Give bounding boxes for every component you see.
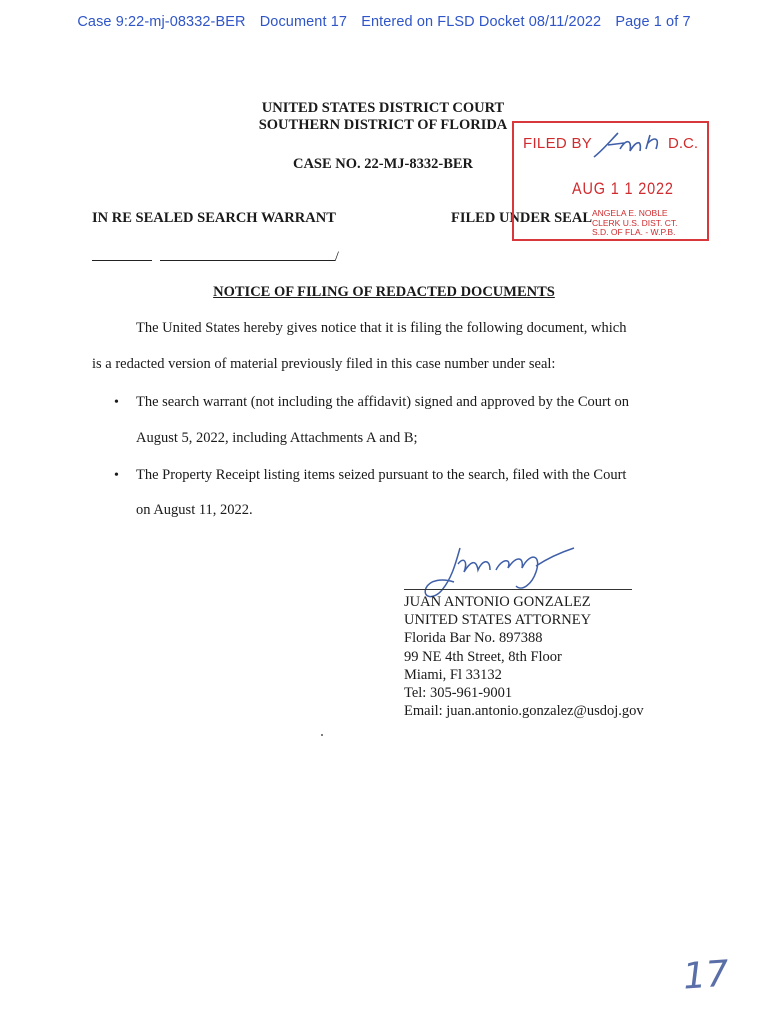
- attorney-address-line1: 99 NE 4th Street, 8th Floor: [404, 648, 562, 665]
- stamp-clerk-title: CLERK U.S. DIST. CT.: [592, 217, 678, 228]
- docket-case-number: Case 9:22-mj-08332-BER: [77, 14, 246, 30]
- docket-header: [0, 14, 768, 30]
- caption-in-re: IN RE SEALED SEARCH WARRANT: [92, 210, 336, 226]
- notice-title: NOTICE OF FILING OF REDACTED DOCUMENTS: [213, 284, 555, 300]
- signature-block: [404, 593, 644, 720]
- bullet2-line1: The Property Receipt listing items seized pursuant to the search, filed with the Court: [136, 467, 627, 483]
- docket-page-count: Page 1 of 7: [615, 14, 691, 30]
- court-name-line1: UNITED STATES DISTRICT COURT: [261, 100, 505, 116]
- attorney-name: JUAN ANTONIO GONZALEZ: [404, 594, 591, 610]
- bullet-dot-1: •: [114, 395, 119, 410]
- attorney-address-line2: Miami, Fl 33132: [404, 666, 502, 683]
- scan-speck: [321, 734, 323, 736]
- attorney-bar-number: Florida Bar No. 897388: [404, 630, 543, 647]
- stamp-clerk-block: [592, 209, 678, 238]
- stamp-clerk-initials-signature: [590, 129, 670, 161]
- bullet-dot-2: •: [114, 468, 119, 483]
- caption-slash-line: /: [92, 246, 339, 266]
- filed-stamp: [512, 121, 709, 241]
- stamp-filed-by: FILED BY: [523, 135, 593, 152]
- attorney-title: UNITED STATES ATTORNEY: [404, 612, 592, 629]
- attorney-telephone: Tel: 305-961-9001: [404, 685, 513, 702]
- caption-filed-under-seal: FILED UNDER SEAL: [451, 210, 592, 226]
- case-number: CASE NO. 22-MJ-8332-BER: [292, 156, 474, 172]
- docket-entered: Entered on FLSD Docket 08/11/2022: [361, 14, 602, 30]
- docket-document-number: Document 17: [259, 14, 348, 30]
- court-name-line2: SOUTHERN DISTRICT OF FLORIDA: [258, 117, 508, 133]
- stamp-clerk-division: S.D. OF FLA. - W.P.B.: [592, 227, 676, 237]
- bullet2-line2: on August 11, 2022.: [136, 502, 253, 518]
- stamp-clerk-name: ANGELA E. NOBLE: [592, 208, 668, 218]
- stamp-date: AUG 1 1 2022: [572, 179, 674, 198]
- bullet1-line2: August 5, 2022, including Attachments A and B;: [136, 430, 418, 446]
- body-paragraph-line2: is a redacted version of material previously filed in this case number under seal:: [92, 356, 556, 372]
- bullet1-line1: The search warrant (not including the affidavit) signed and approved by the Court on: [136, 394, 629, 410]
- body-paragraph-line1: The United States hereby gives notice that it is filing the following document, which: [136, 320, 627, 336]
- handwritten-docket-number: 17: [681, 953, 731, 998]
- stamp-dc: D.C.: [668, 135, 698, 152]
- signature-line: [404, 589, 632, 590]
- attorney-email: Email: juan.antonio.gonzalez@usdoj.gov: [404, 703, 644, 720]
